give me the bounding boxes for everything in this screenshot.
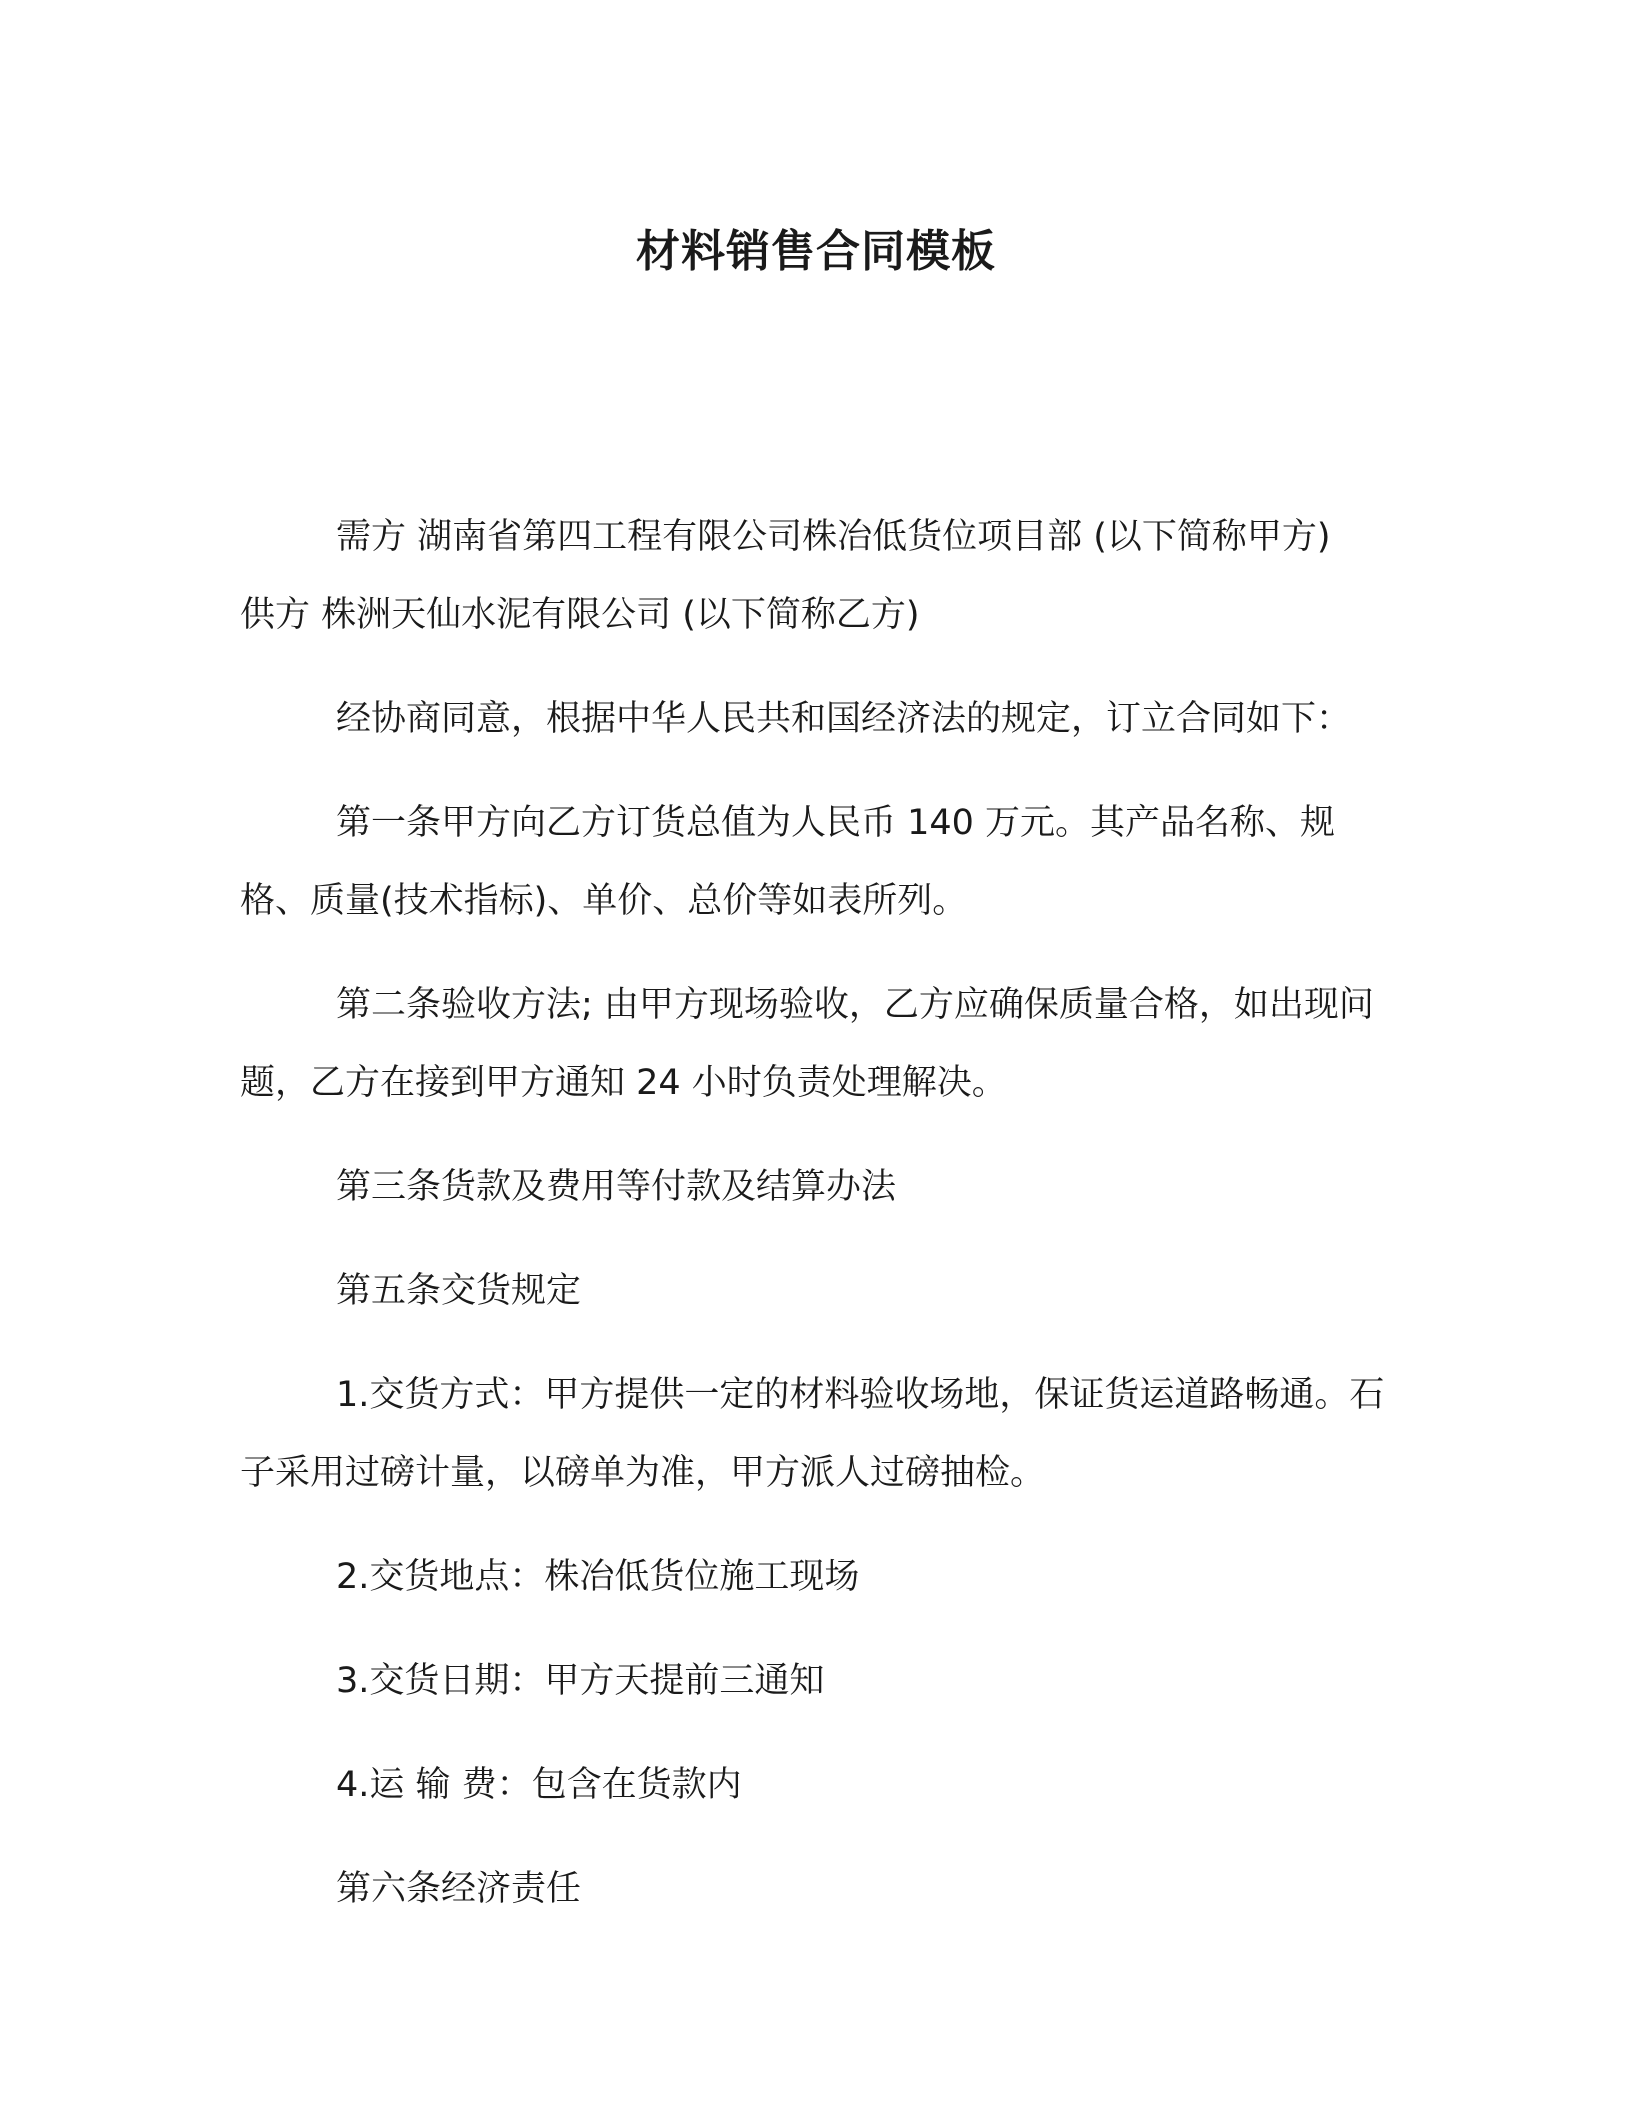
paragraph-article-3: 第三条货款及费用等付款及结算办法 — [336, 1167, 897, 1207]
paragraph-intro: 经协商同意，根据中华人民共和国经济法的规定，订立合同如下： — [336, 699, 1352, 739]
paragraph-article-6: 第六条经济责任 — [336, 1869, 582, 1909]
document-body — [240, 498, 1400, 1928]
paragraph-delivery-method: 1.交货方式：甲方提供一定的材料验收场地，保证货运道路畅通。石子采用过磅计量，以磅单为准，甲方派人过磅抽检。 — [240, 1375, 1385, 1493]
paragraph-delivery-date: 3.交货日期：甲方天提前三通知 — [336, 1661, 825, 1701]
paragraph-freight: 4.运 输 费：包含在货款内 — [336, 1765, 742, 1805]
paragraph-buyer: 需方 湖南省第四工程有限公司株冶低货位项目部 (以下简称甲方) — [336, 517, 1331, 557]
paragraph-delivery-place: 2.交货地点：株冶低货位施工现场 — [336, 1557, 860, 1597]
paragraph-article-5: 第五条交货规定 — [336, 1271, 582, 1311]
paragraph-article-1: 第一条甲方向乙方订货总值为人民币 140 万元。其产品名称、规格、质量(技术指标)、单价、总价等如表所列。 — [240, 803, 1336, 921]
paragraph-seller: 供方 株洲天仙水泥有限公司 (以下简称乙方) — [240, 595, 920, 635]
document-title: 材料销售合同模板 — [636, 226, 996, 277]
paragraph-article-2: 第二条验收方法; 由甲方现场验收，乙方应确保质量合格，如出现问题，乙方在接到甲方通知 24 小时负责处理解决。 — [240, 985, 1374, 1103]
